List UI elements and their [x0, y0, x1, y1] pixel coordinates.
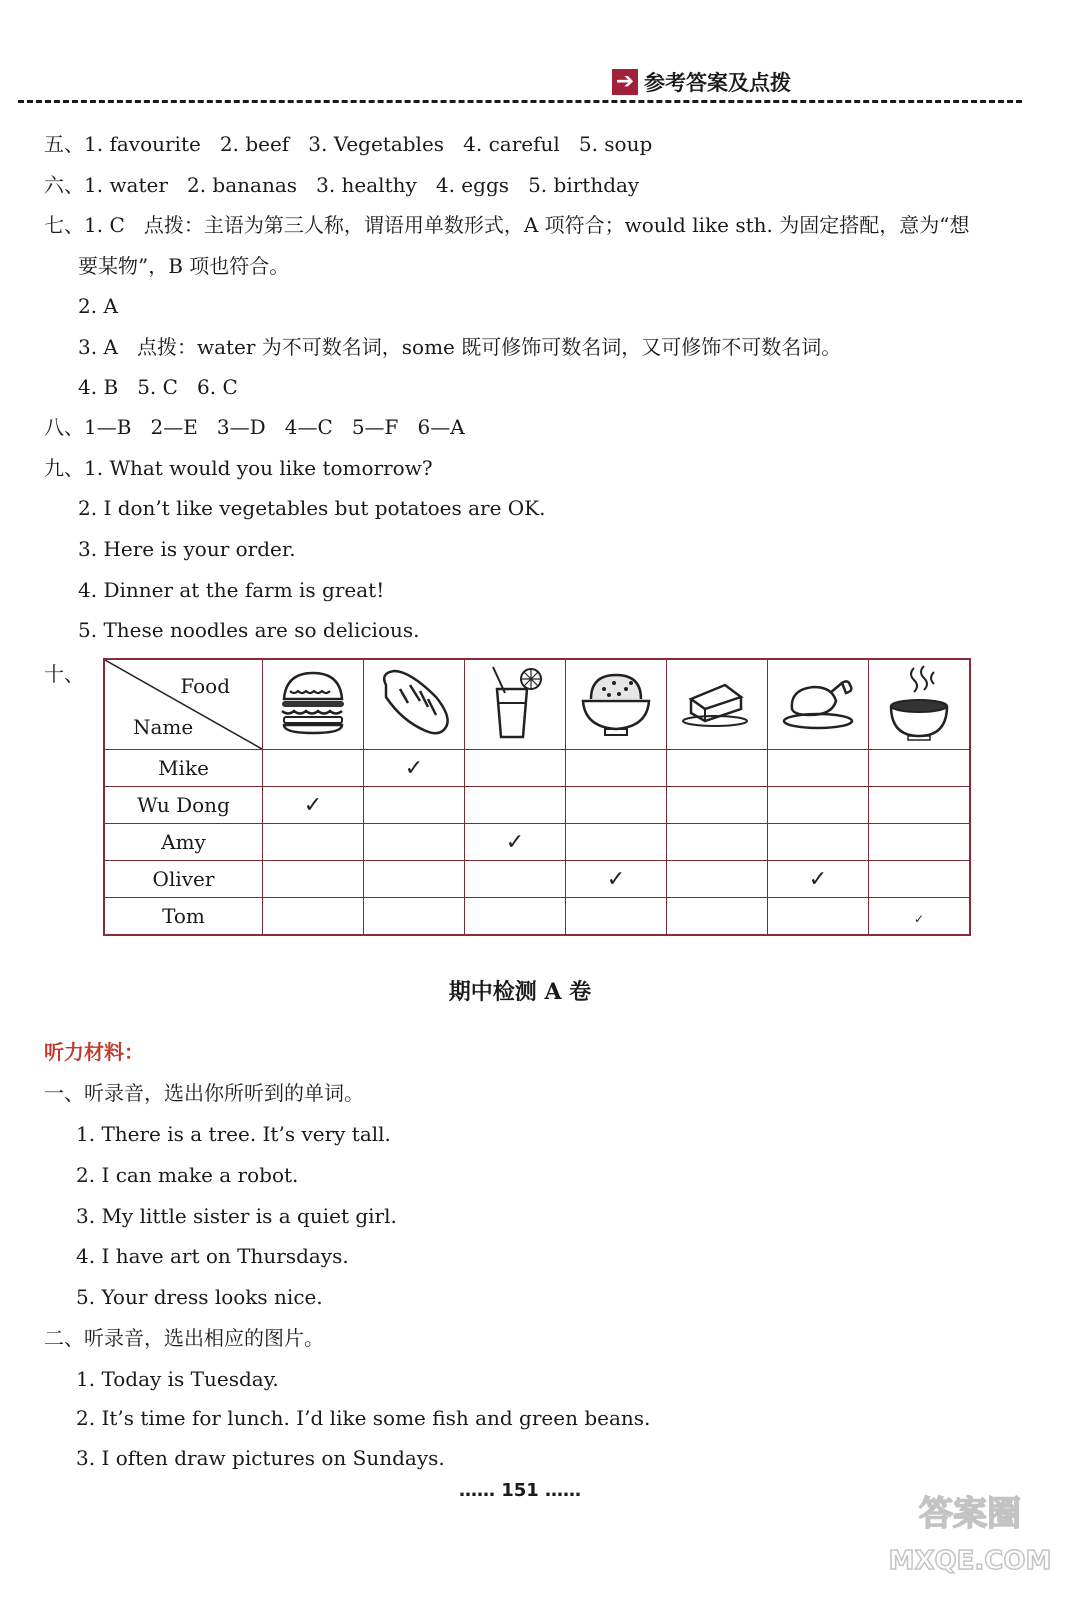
tick-cell — [667, 787, 768, 824]
part2-title: 二、听录音，选出相应的图片。 — [44, 1326, 324, 1350]
table-row — [104, 750, 970, 787]
tick-cell — [566, 824, 667, 861]
row-name: Tom — [104, 898, 263, 936]
tick-cell — [667, 824, 768, 861]
tick-cell — [465, 824, 566, 861]
juice-icon — [483, 663, 547, 741]
food-column-cake — [667, 659, 768, 750]
header-name-label: Name — [133, 715, 194, 739]
part1-item: 5. Your dress looks nice. — [76, 1285, 323, 1309]
answer-section-7-item-1: 七、1. C 点拨：主语为第三人称，谓语用单数形式，A 项符合；would like sth. 为固定搭配，意为“想 — [44, 213, 970, 237]
tick-cell — [869, 861, 971, 898]
tick-cell — [465, 787, 566, 824]
food-column-chicken — [768, 659, 869, 750]
answer-section-10-label: 十、 — [44, 662, 84, 686]
table-row — [104, 787, 970, 824]
tick-mark: ✓ — [505, 829, 525, 855]
tick-cell — [768, 861, 869, 898]
part1-item: 3. My little sister is a quiet girl. — [76, 1204, 397, 1228]
food-table-corner-cell — [104, 659, 263, 750]
tick-cell — [263, 898, 364, 936]
part1-item: 1. There is a tree. It’s very tall. — [76, 1122, 391, 1146]
food-column-juice — [465, 659, 566, 750]
cake-icon — [681, 677, 753, 727]
food-table-header-row — [104, 659, 970, 750]
table-row — [104, 824, 970, 861]
midterm-title: 期中检测 A 卷 — [448, 979, 592, 1005]
answer-section-7-item-1-cont: 要某物”，B 项也符合。 — [78, 254, 290, 278]
watermark-url-text: MXQE.COM — [888, 1546, 1052, 1576]
answer-section-9-item-3: 3. Here is your order. — [78, 537, 296, 561]
tick-cell — [465, 898, 566, 936]
tick-cell — [566, 861, 667, 898]
part1-title: 一、听录音，选出你所听到的单词。 — [44, 1081, 364, 1105]
rice-bowl-icon — [579, 667, 653, 737]
header-food-label: Food — [180, 674, 230, 698]
tick-mark: ✓ — [808, 866, 828, 892]
answer-section-5: 五、1. favourite 2. beef 3. Vegetables 4. careful 5. soup — [44, 132, 653, 156]
food-column-bread — [364, 659, 465, 750]
part1-item: 2. I can make a robot. — [76, 1163, 299, 1187]
tick-cell — [364, 750, 465, 787]
tick-cell — [364, 824, 465, 861]
tick-cell — [768, 824, 869, 861]
answer-section-8: 八、1—B 2—E 3—D 4—C 5—F 6—A — [44, 415, 465, 439]
tick-cell — [667, 750, 768, 787]
answer-section-9-item-4: 4. Dinner at the farm is great! — [78, 578, 385, 602]
tick-cell — [465, 750, 566, 787]
tick-cell — [869, 898, 971, 936]
chicken-icon — [780, 673, 856, 731]
header-title-text: 参考答案及点拨 — [644, 71, 791, 95]
part2-item: 2. It’s time for lunch. I’d like some fish and green beans. — [76, 1406, 651, 1430]
answer-section-7-item-3: 3. A 点拨：water 为不可数名词，some 既可修饰可数名词，又可修饰不可数名词。 — [78, 335, 842, 359]
tick-mark: ✓ — [404, 755, 424, 781]
header-divider — [18, 100, 1022, 103]
tick-cell — [566, 750, 667, 787]
table-row — [104, 898, 970, 936]
tick-cell — [869, 824, 971, 861]
watermark-logo — [880, 1485, 1060, 1585]
arrow-right-icon: ➔ — [612, 69, 638, 95]
part1-item: 4. I have art on Thursdays. — [76, 1244, 349, 1268]
row-name: Amy — [104, 824, 263, 861]
bread-icon — [376, 667, 452, 737]
food-column-soup — [869, 659, 971, 750]
tick-cell — [768, 750, 869, 787]
row-name: Oliver — [104, 861, 263, 898]
tick-mark: ✓ — [303, 792, 323, 818]
hamburger-icon — [278, 669, 348, 735]
part2-item: 1. Today is Tuesday. — [76, 1367, 279, 1391]
part2-item: 3. I often draw pictures on Sundays. — [76, 1446, 445, 1470]
header-title — [612, 66, 791, 98]
tick-cell — [667, 861, 768, 898]
tick-cell — [869, 787, 971, 824]
food-column-hamburger — [263, 659, 364, 750]
answer-section-9-item-2: 2. I don’t like vegetables but potatoes are OK. — [78, 496, 546, 520]
watermark-logo-text: 答案圈 — [919, 1494, 1021, 1534]
tick-cell — [768, 898, 869, 936]
food-column-rice — [566, 659, 667, 750]
soup-icon — [886, 662, 952, 742]
tick-cell — [869, 750, 971, 787]
tick-cell — [263, 824, 364, 861]
tick-cell — [364, 787, 465, 824]
tick-cell — [768, 787, 869, 824]
answer-section-6: 六、1. water 2. bananas 3. healthy 4. eggs 5. birthday — [44, 173, 640, 197]
row-name: Mike — [104, 750, 263, 787]
food-table — [103, 658, 971, 936]
tick-cell — [263, 861, 364, 898]
answer-section-9-item-5: 5. These noodles are so delicious. — [78, 618, 420, 642]
tick-cell — [566, 787, 667, 824]
tick-cell — [263, 787, 364, 824]
answer-section-7-item-2: 2. A — [78, 294, 118, 318]
tick-cell — [667, 898, 768, 936]
page-number: …… 151 …… — [458, 1480, 582, 1501]
tick-mark: ✓ — [913, 912, 925, 926]
tick-mark: ✓ — [606, 866, 626, 892]
tick-cell — [566, 898, 667, 936]
answer-section-9-item-1: 九、1. What would you like tomorrow? — [44, 456, 433, 480]
tick-cell — [263, 750, 364, 787]
tick-cell — [465, 861, 566, 898]
answer-section-7-items-4-6: 4. B 5. C 6. C — [78, 375, 238, 399]
row-name: Wu Dong — [104, 787, 263, 824]
tick-cell — [364, 861, 465, 898]
table-row — [104, 861, 970, 898]
tick-cell — [364, 898, 465, 936]
listening-label: 听力材料： — [44, 1040, 144, 1064]
